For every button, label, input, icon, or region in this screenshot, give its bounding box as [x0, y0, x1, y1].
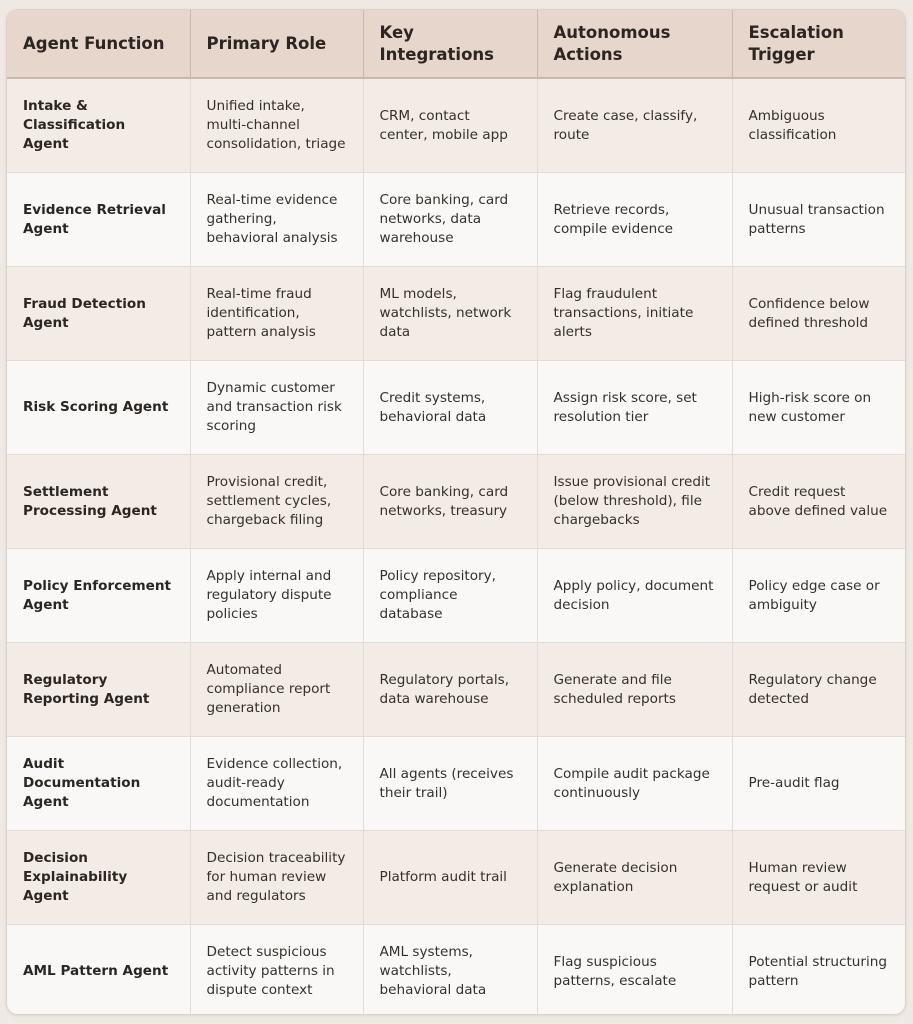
header-primary-role: Primary Role: [190, 10, 363, 78]
agent-table-card: [6, 9, 906, 1015]
table-row: [7, 643, 905, 737]
cell-agent-function: Evidence Retrieval Agent: [7, 173, 190, 267]
table-row: [7, 173, 905, 267]
header-autonomous-actions: Autonomous Actions: [537, 10, 732, 78]
cell-escalation-trigger: Confidence below defined threshold: [732, 267, 905, 361]
cell-primary-role: Decision traceability for human review and regulators: [190, 831, 363, 925]
cell-autonomous-actions: Generate decision explanation: [537, 831, 732, 925]
cell-key-integrations: All agents (receives their trail): [363, 737, 537, 831]
cell-escalation-trigger: Policy edge case or ambiguity: [732, 549, 905, 643]
cell-agent-function: Intake & Classification Agent: [7, 78, 190, 173]
cell-escalation-trigger: Ambiguous classification: [732, 78, 905, 173]
agent-functions-table: [7, 10, 905, 1015]
cell-escalation-trigger: Potential structuring pattern: [732, 925, 905, 1016]
cell-agent-function: Risk Scoring Agent: [7, 361, 190, 455]
cell-primary-role: Automated compliance report generation: [190, 643, 363, 737]
table-row: [7, 361, 905, 455]
cell-agent-function: Fraud Detection Agent: [7, 267, 190, 361]
cell-primary-role: Real-time evidence gathering, behavioral analysis: [190, 173, 363, 267]
cell-autonomous-actions: Generate and file scheduled reports: [537, 643, 732, 737]
cell-key-integrations: Core banking, card networks, treasury: [363, 455, 537, 549]
table-header-row: [7, 10, 905, 78]
table-row: [7, 78, 905, 173]
cell-agent-function: Regulatory Reporting Agent: [7, 643, 190, 737]
table-row: [7, 737, 905, 831]
table-row: [7, 455, 905, 549]
cell-escalation-trigger: High-risk score on new customer: [732, 361, 905, 455]
header-key-integrations: Key Integrations: [363, 10, 537, 78]
cell-primary-role: Detect suspicious activity patterns in dispute context: [190, 925, 363, 1016]
cell-key-integrations: ML models, watchlists, network data: [363, 267, 537, 361]
cell-autonomous-actions: Retrieve records, compile evidence: [537, 173, 732, 267]
cell-agent-function: Decision Explainability Agent: [7, 831, 190, 925]
cell-escalation-trigger: Human review request or audit: [732, 831, 905, 925]
table-row: [7, 831, 905, 925]
cell-key-integrations: AML systems, watchlists, behavioral data: [363, 925, 537, 1016]
cell-key-integrations: Policy repository, compliance database: [363, 549, 537, 643]
cell-autonomous-actions: Assign risk score, set resolution tier: [537, 361, 732, 455]
cell-primary-role: Dynamic customer and transaction risk scoring: [190, 361, 363, 455]
cell-agent-function: AML Pattern Agent: [7, 925, 190, 1016]
cell-autonomous-actions: Compile audit package continuously: [537, 737, 732, 831]
cell-agent-function: Policy Enforcement Agent: [7, 549, 190, 643]
cell-autonomous-actions: Create case, classify, route: [537, 78, 732, 173]
table-row: [7, 549, 905, 643]
cell-autonomous-actions: Flag fraudulent transactions, initiate alerts: [537, 267, 732, 361]
cell-escalation-trigger: Pre-audit flag: [732, 737, 905, 831]
cell-key-integrations: CRM, contact center, mobile app: [363, 78, 537, 173]
cell-escalation-trigger: Unusual transaction patterns: [732, 173, 905, 267]
cell-primary-role: Apply internal and regulatory dispute policies: [190, 549, 363, 643]
cell-primary-role: Unified intake, multi-channel consolidation, triage: [190, 78, 363, 173]
cell-autonomous-actions: Apply policy, document decision: [537, 549, 732, 643]
cell-key-integrations: Platform audit trail: [363, 831, 537, 925]
header-escalation-trigger: Escalation Trigger: [732, 10, 905, 78]
cell-autonomous-actions: Flag suspicious patterns, escalate: [537, 925, 732, 1016]
cell-primary-role: Provisional credit, settlement cycles, chargeback filing: [190, 455, 363, 549]
cell-key-integrations: Regulatory portals, data warehouse: [363, 643, 537, 737]
cell-key-integrations: Core banking, card networks, data warehouse: [363, 173, 537, 267]
cell-primary-role: Real-time fraud identification, pattern analysis: [190, 267, 363, 361]
cell-primary-role: Evidence collection, audit-ready documentation: [190, 737, 363, 831]
cell-autonomous-actions: Issue provisional credit (below threshold), file chargebacks: [537, 455, 732, 549]
table-row: [7, 925, 905, 1016]
header-agent-function: Agent Function: [7, 10, 190, 78]
table-row: [7, 267, 905, 361]
cell-escalation-trigger: Regulatory change detected: [732, 643, 905, 737]
cell-key-integrations: Credit systems, behavioral data: [363, 361, 537, 455]
cell-agent-function: Settlement Processing Agent: [7, 455, 190, 549]
cell-agent-function: Audit Documentation Agent: [7, 737, 190, 831]
cell-escalation-trigger: Credit request above defined value: [732, 455, 905, 549]
